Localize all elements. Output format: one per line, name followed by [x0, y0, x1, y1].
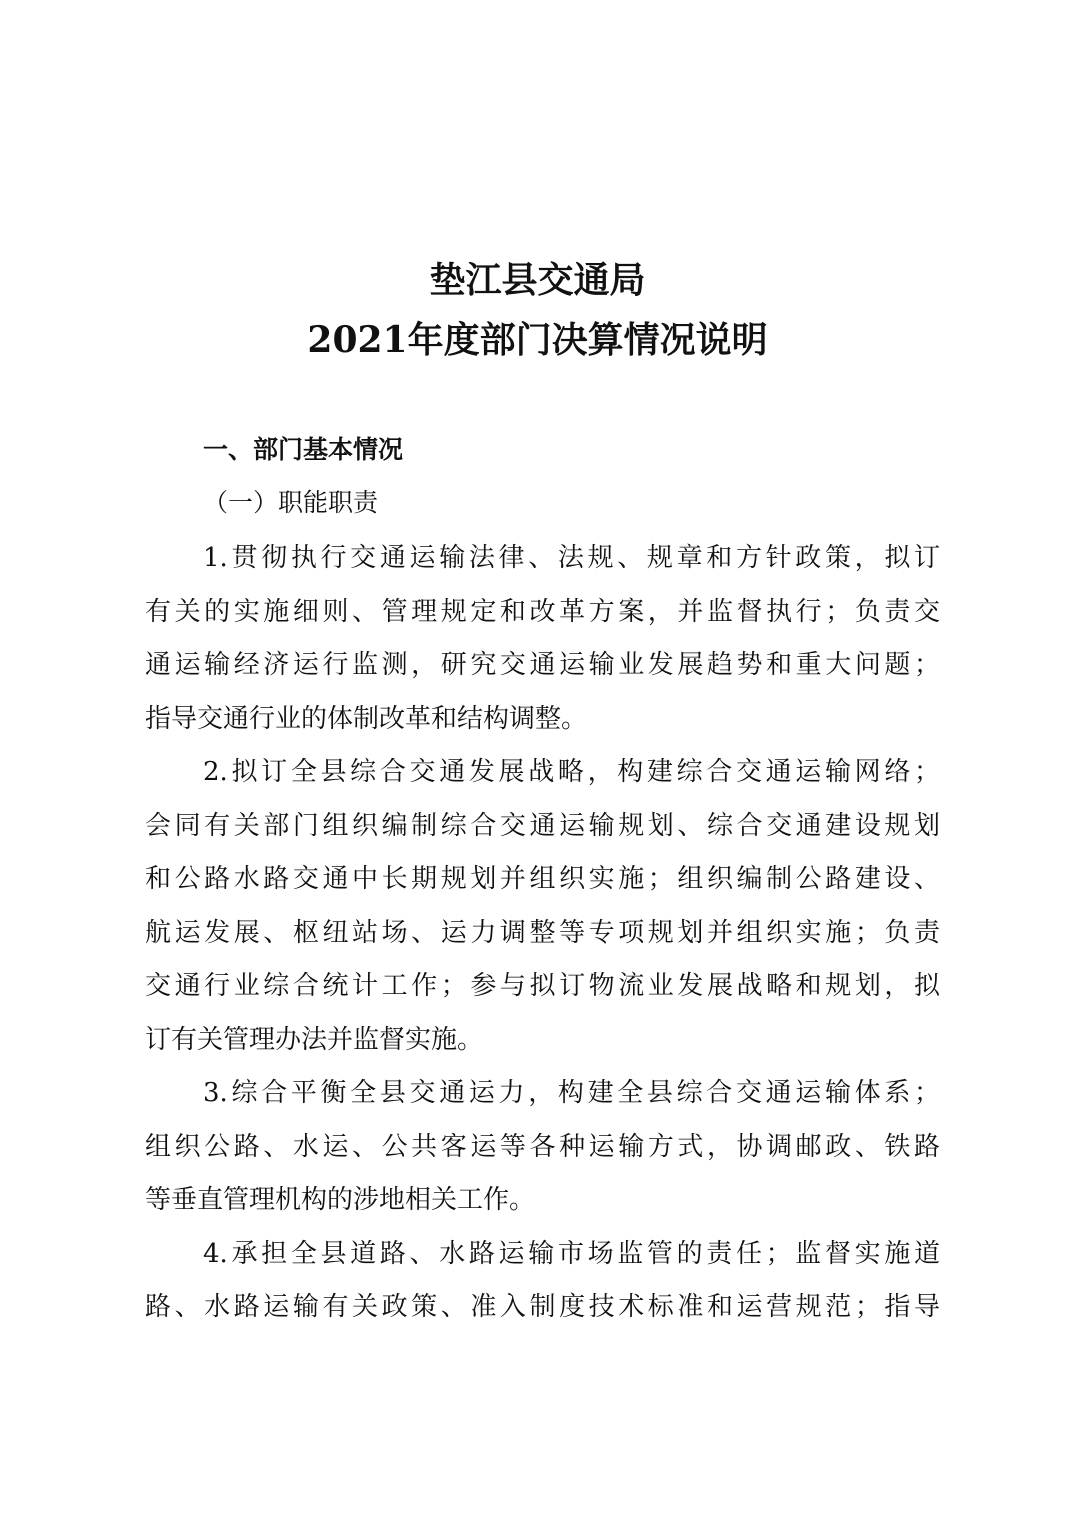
paragraph: [145, 754, 940, 1075]
text-line: 2.拟订全县综合交通发展战略，构建综合交通运输网络；: [203, 757, 940, 787]
text-line: 和公路水路交通中长期规划并组织实施；组织编制公路建设、: [145, 864, 940, 894]
text-line: 会同有关部门组织编制综合交通运输规划、综合交通建设规划: [145, 810, 940, 841]
text-line: 通运输经济运行监测，研究交通运输业发展趋势和重大问题；: [145, 650, 940, 680]
paragraph: [145, 540, 940, 754]
text-line: 路、水路运输有关政策、准入制度技术标准和运营规范；指导: [145, 1292, 940, 1322]
text-line: 航运发展、枢纽站场、运力调整等专项规划并组织实施；负责: [145, 917, 940, 948]
text-line: 交通行业综合统计工作；参与拟订物流业发展战略和规划，拟: [145, 971, 940, 1001]
text-line: 组织公路、水运、公共客运等各种运输方式，协调邮政、铁路: [145, 1131, 940, 1162]
text-line: 3.综合平衡全县交通运力，构建全县综合交通运输体系；: [203, 1078, 940, 1108]
text-line: 有关的实施细则、管理规定和改革方案，并监督执行；负责交: [145, 596, 940, 627]
paragraph: [145, 1075, 940, 1236]
text-line: 指导交通行业的体制改革和结构调整。: [145, 703, 588, 734]
subsection-heading: （一）职能职责: [203, 488, 379, 517]
paragraph: [145, 1236, 940, 1343]
document-body: [145, 540, 940, 1343]
document-title: 垫江县交通局: [429, 259, 646, 301]
document-subtitle: 2021年度部门决算情况说明: [307, 319, 768, 361]
text-line: 4.承担全县道路、水路运输市场监管的责任；监督实施道: [203, 1238, 940, 1269]
text-line: 等垂直管理机构的涉地相关工作。: [145, 1185, 536, 1215]
section-heading: 一、部门基本情况: [203, 435, 404, 464]
text-line: 1.贯彻执行交通运输法律、法规、规章和方针政策，拟订: [203, 543, 940, 573]
text-line: 订有关管理办法并监督实施。: [145, 1024, 484, 1055]
